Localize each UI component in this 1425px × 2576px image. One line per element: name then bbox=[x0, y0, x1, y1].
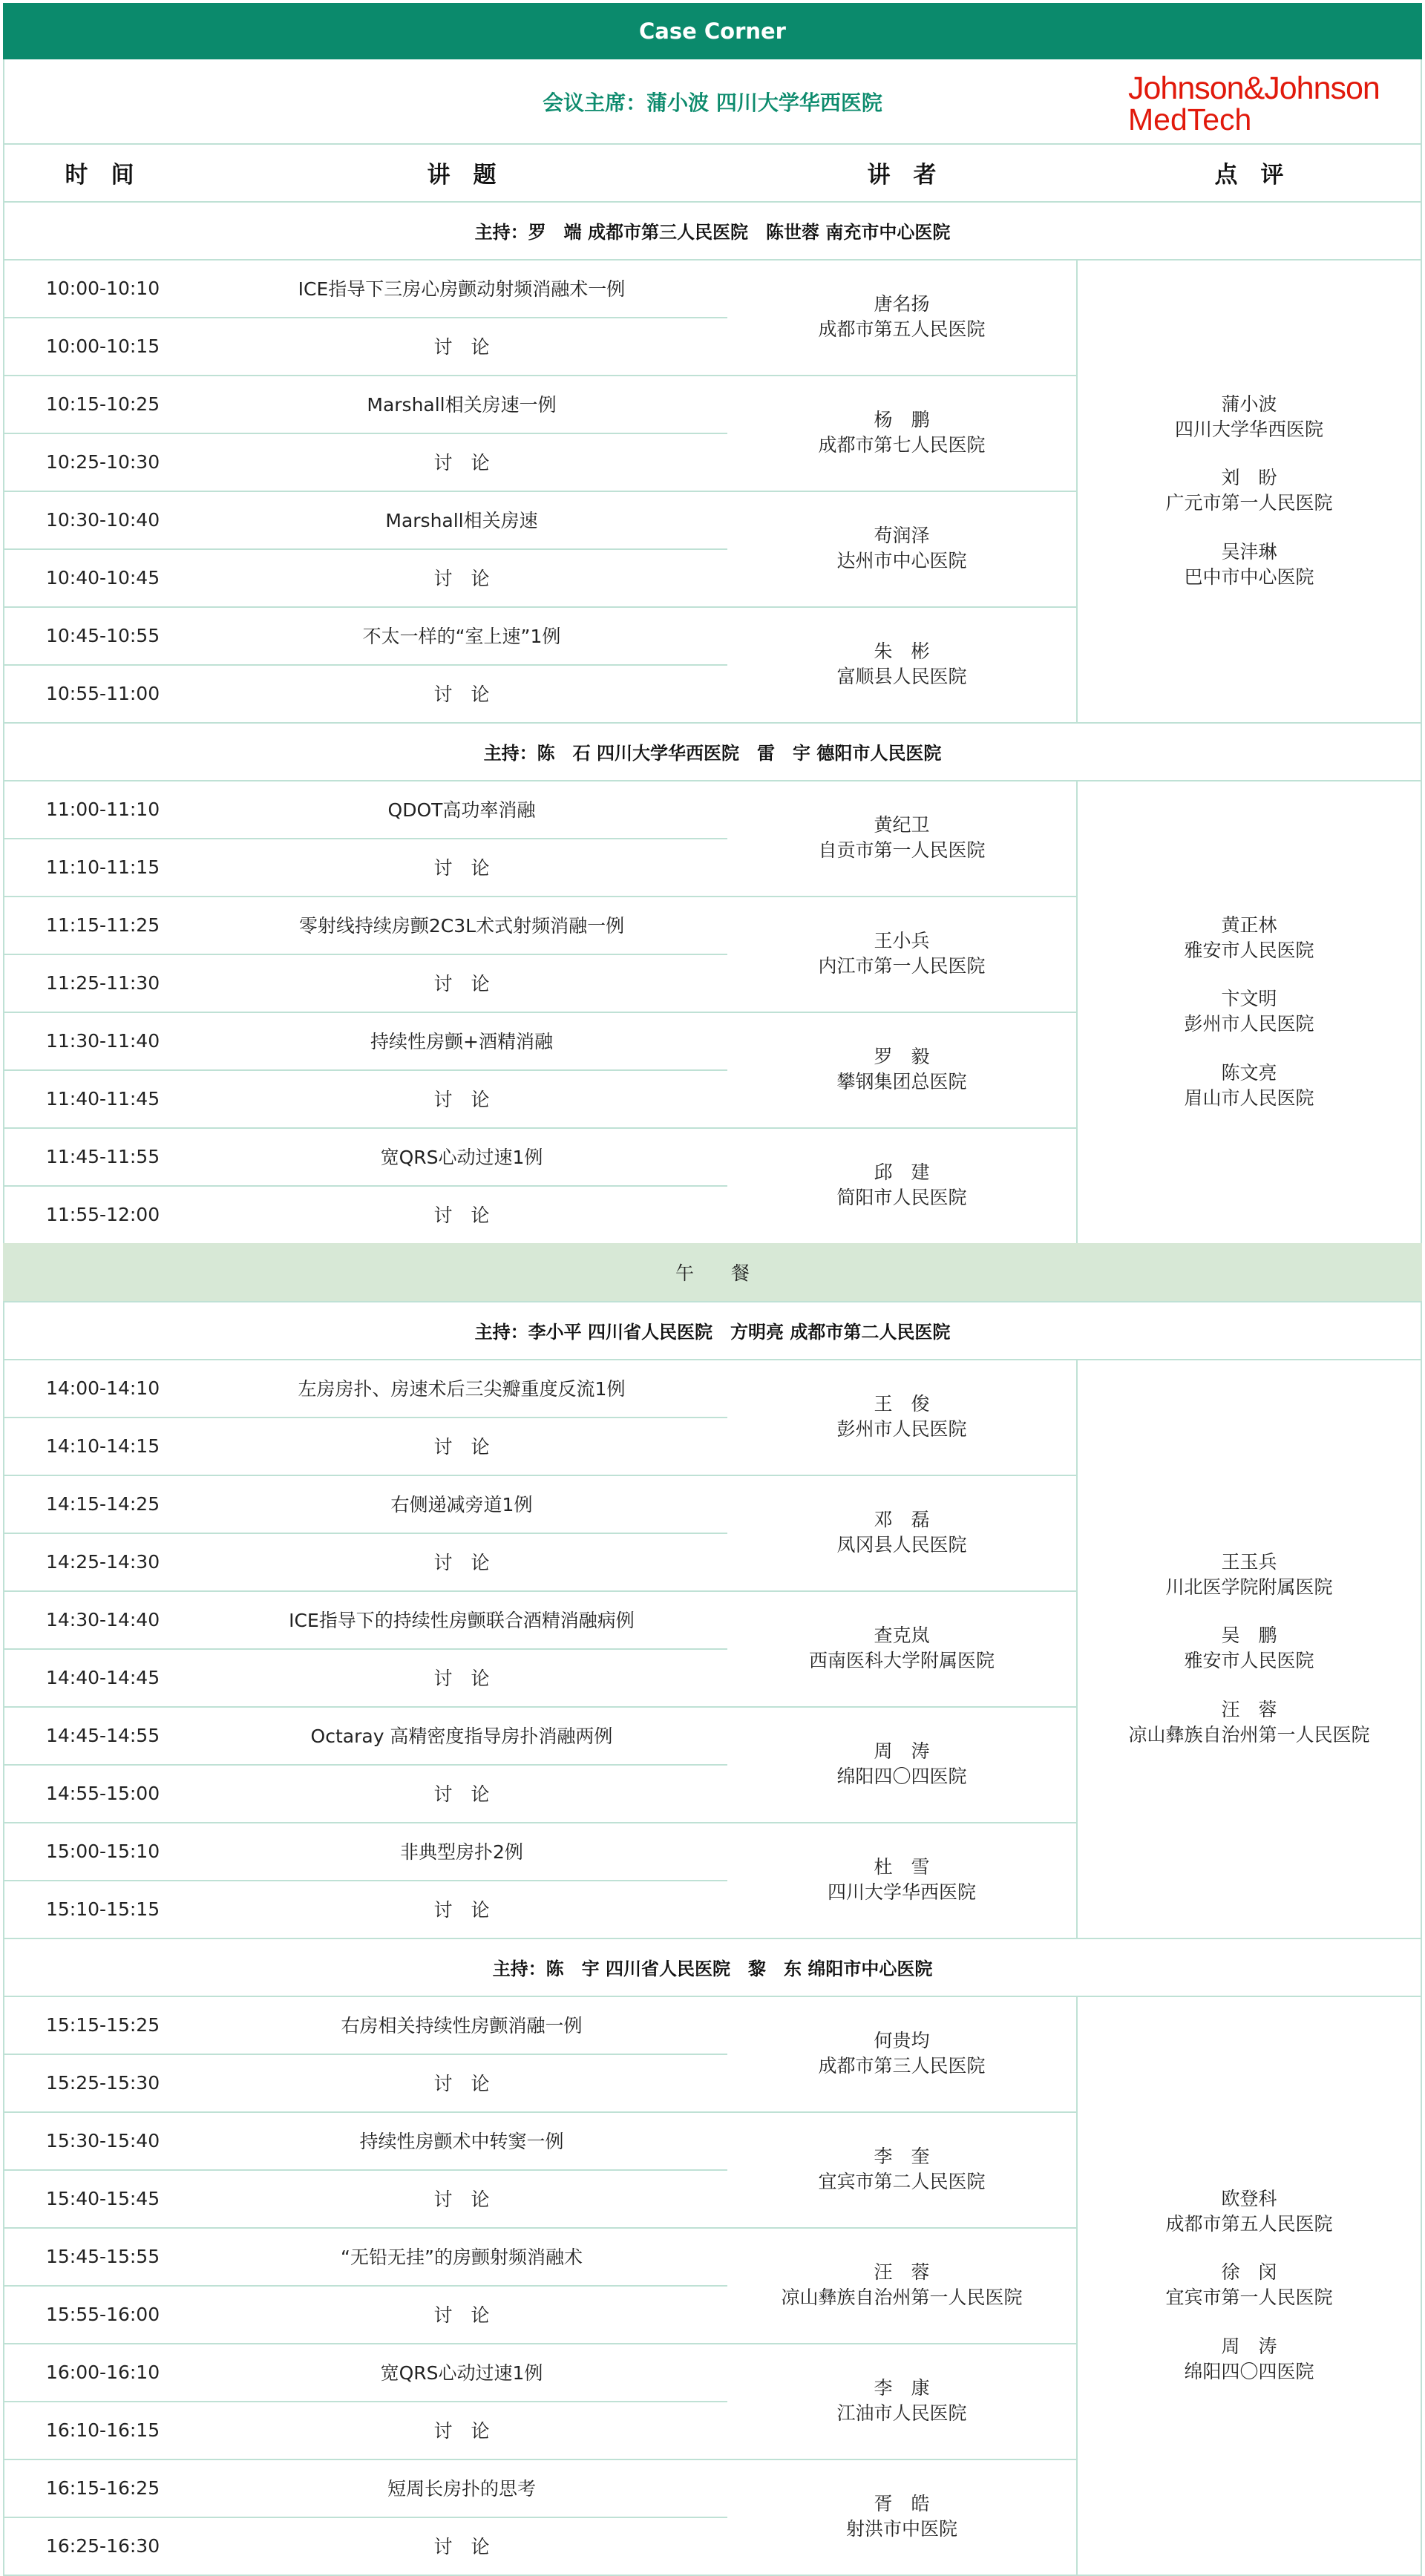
topic-cell: 讨 论 bbox=[433, 2073, 490, 2094]
topic-cell: 讨 论 bbox=[433, 857, 490, 879]
topic-cell: 持续性房颤术中转窦一例 bbox=[359, 2131, 564, 2152]
speaker-hospital: 宜宾市第二人民医院 bbox=[818, 2171, 986, 2192]
topic-cell: 宽QRS心动过速1例 bbox=[380, 2362, 543, 2384]
commentator-hospital: 宜宾市第一人民医院 bbox=[1165, 2287, 1333, 2308]
commentator-hospital: 川北医学院附属医院 bbox=[1165, 1576, 1333, 1598]
grid-line bbox=[1421, 59, 1422, 201]
topic-cell: 讨 论 bbox=[433, 1899, 490, 1921]
time-cell: 10:55-11:00 bbox=[46, 682, 160, 704]
topic-cell: 右房相关持续性房颤消融一例 bbox=[341, 2015, 583, 2036]
topic-cell: 讨 论 bbox=[433, 1089, 490, 1110]
session-host: 主持：陈 石 四川大学华西医院 雷 宇 德阳市人民医院 bbox=[483, 742, 942, 764]
topic-cell: 右侧递减旁道1例 bbox=[390, 1494, 533, 1515]
speaker-cell bbox=[727, 259, 1076, 375]
grid-line bbox=[3, 1938, 4, 1996]
speaker-name: 王 俊 bbox=[874, 1393, 930, 1415]
topic-cell: 讨 论 bbox=[433, 1205, 490, 1226]
speaker-cell bbox=[727, 491, 1076, 606]
topic-cell: ICE指导下的持续性房颤联合酒精消融病例 bbox=[289, 1610, 635, 1631]
time-cell: 11:55-12:00 bbox=[46, 1203, 160, 1225]
topic-cell: 讨 论 bbox=[433, 452, 490, 473]
session-host: 主持：罗 端 成都市第三人民医院 陈世蓉 南充市中心医院 bbox=[474, 221, 951, 243]
topic-cell: 讨 论 bbox=[433, 684, 490, 705]
grid-line bbox=[1421, 201, 1422, 259]
commentator-name: 蒲小波 bbox=[1221, 393, 1277, 415]
time-cell: 11:40-11:45 bbox=[46, 1087, 160, 1110]
grid-line bbox=[1076, 1996, 1078, 2575]
grid-line bbox=[3, 722, 4, 780]
time-cell: 11:10-11:15 bbox=[46, 856, 160, 878]
grid-line bbox=[1421, 780, 1422, 1243]
page-title: Case Corner bbox=[3, 3, 1422, 59]
grid-line bbox=[3, 201, 4, 259]
topic-cell: 持续性房颤+酒精消融 bbox=[370, 1031, 553, 1052]
commentator-name: 卞文明 bbox=[1221, 988, 1277, 1010]
time-cell: 15:00-15:10 bbox=[46, 1840, 160, 1862]
commentator-hospital: 成都市第五人民医院 bbox=[1165, 2212, 1333, 2235]
commentator-name: 周 涛 bbox=[1221, 2335, 1277, 2357]
time-cell: 15:40-15:45 bbox=[46, 2187, 160, 2209]
commentator-name: 汪 蓉 bbox=[1221, 1698, 1277, 1720]
speaker-cell bbox=[727, 1127, 1076, 1243]
speaker-hospital: 彭州市人民医院 bbox=[836, 1418, 967, 1440]
column-header-time: 时 间 bbox=[65, 161, 134, 189]
logo-line-1: Johnson&Johnson bbox=[1128, 71, 1380, 106]
speaker-hospital: 四川大学华西医院 bbox=[827, 1881, 976, 1903]
commentator-cell bbox=[1076, 1359, 1422, 1938]
speaker-hospital: 绵阳四〇四医院 bbox=[836, 1766, 967, 1787]
time-cell: 14:30-14:40 bbox=[46, 1608, 160, 1631]
topic-cell: 讨 论 bbox=[433, 1552, 490, 1573]
grid-line bbox=[3, 1301, 4, 1359]
grid-line bbox=[3, 780, 4, 1243]
topic-cell: 讨 论 bbox=[433, 1783, 490, 1805]
speaker-hospital: 富顺县人民医院 bbox=[836, 666, 967, 687]
topic-cell: 讨 论 bbox=[433, 568, 490, 589]
speaker-cell bbox=[727, 375, 1076, 491]
speaker-cell bbox=[727, 896, 1076, 1012]
speaker-name: 朱 彬 bbox=[874, 640, 930, 663]
topic-cell: 讨 论 bbox=[433, 336, 490, 358]
grid-line bbox=[3, 1996, 4, 2575]
topic-cell: ICE指导下三房心房颤动射频消融术一例 bbox=[298, 278, 626, 300]
topic-cell: QDOT高功率消融 bbox=[387, 799, 536, 821]
speaker-hospital: 内江市第一人民医院 bbox=[818, 955, 986, 977]
speaker-hospital: 攀钢集团总医院 bbox=[836, 1071, 967, 1092]
grid-line bbox=[1421, 1301, 1422, 1359]
speaker-cell bbox=[727, 606, 1076, 722]
speaker-cell bbox=[727, 1706, 1076, 1822]
commentator-name: 刘 盼 bbox=[1221, 467, 1277, 489]
commentator-hospital: 彭州市人民医院 bbox=[1184, 1013, 1314, 1035]
speaker-cell bbox=[727, 2227, 1076, 2343]
commentator-name: 黄正林 bbox=[1221, 914, 1277, 936]
topic-cell: 讨 论 bbox=[433, 2189, 490, 2210]
grid-line bbox=[3, 1359, 4, 1938]
time-cell: 10:40-10:45 bbox=[46, 566, 160, 589]
time-cell: 15:45-15:55 bbox=[46, 2245, 160, 2267]
lunch-break: 午 餐 bbox=[3, 1243, 1422, 1301]
time-cell: 14:00-14:10 bbox=[46, 1377, 160, 1399]
speaker-name: 邱 建 bbox=[874, 1161, 930, 1184]
commentator-hospital: 雅安市人民医院 bbox=[1184, 1650, 1314, 1671]
commentator-hospital: 雅安市人民医院 bbox=[1184, 939, 1314, 961]
speaker-name: 罗 毅 bbox=[874, 1046, 930, 1068]
grid-line bbox=[1421, 1359, 1422, 1938]
speaker-cell bbox=[727, 2343, 1076, 2459]
commentator-hospital: 眉山市人民医院 bbox=[1184, 1087, 1314, 1109]
time-cell: 10:15-10:25 bbox=[46, 393, 160, 415]
speaker-hospital: 射洪市中医院 bbox=[845, 2518, 957, 2540]
speaker-cell bbox=[727, 780, 1076, 896]
speaker-cell bbox=[727, 2459, 1076, 2575]
grid-line bbox=[1076, 780, 1078, 1243]
topic-cell: 短周长房扑的思考 bbox=[387, 2478, 536, 2500]
grid-line bbox=[1076, 259, 1078, 722]
time-cell: 11:25-11:30 bbox=[46, 971, 160, 994]
brand-logo bbox=[1128, 71, 1395, 137]
time-cell: 11:15-11:25 bbox=[46, 914, 160, 936]
topic-cell: 左房房扑、房速术后三尖瓣重度反流1例 bbox=[298, 1378, 626, 1400]
speaker-hospital: 成都市第七人民医院 bbox=[818, 434, 986, 456]
topic-cell: 讨 论 bbox=[433, 1436, 490, 1458]
grid-line bbox=[3, 259, 4, 722]
commentator-name: 吴沣琳 bbox=[1221, 540, 1277, 563]
time-cell: 16:25-16:30 bbox=[46, 2534, 160, 2557]
speaker-name: 李 奎 bbox=[874, 2146, 930, 2168]
commentator-cell bbox=[1076, 780, 1422, 1243]
grid-line bbox=[3, 59, 4, 201]
column-header-comment: 点 评 bbox=[1214, 161, 1284, 189]
commentator-name: 徐 闵 bbox=[1221, 2261, 1277, 2284]
time-cell: 15:10-15:15 bbox=[46, 1898, 160, 1920]
column-header-topic: 讲 题 bbox=[427, 161, 497, 189]
speaker-hospital: 江油市人民医院 bbox=[836, 2402, 967, 2424]
commentator-hospital: 四川大学华西医院 bbox=[1174, 418, 1323, 440]
session-host: 主持：陈 宇 四川省人民医院 黎 东 绵阳市中心医院 bbox=[492, 1958, 933, 1979]
grid-line bbox=[1421, 1996, 1422, 2575]
speaker-cell bbox=[727, 2111, 1076, 2227]
speaker-cell bbox=[727, 1822, 1076, 1938]
speaker-name: 唐名扬 bbox=[874, 293, 930, 315]
topic-cell: 讨 论 bbox=[433, 2536, 490, 2557]
commentator-name: 王玉兵 bbox=[1221, 1550, 1277, 1573]
speaker-name: 杜 雪 bbox=[874, 1856, 930, 1878]
column-header-speaker: 讲 者 bbox=[867, 161, 937, 189]
topic-cell: 讨 论 bbox=[433, 1668, 490, 1689]
speaker-cell bbox=[727, 1012, 1076, 1127]
speaker-name: 王小兵 bbox=[874, 930, 930, 952]
time-cell: 11:30-11:40 bbox=[46, 1029, 160, 1052]
topic-cell: 非典型房扑2例 bbox=[400, 1841, 523, 1863]
speaker-name: 周 涛 bbox=[874, 1740, 930, 1763]
grid-line bbox=[1421, 1938, 1422, 1996]
commentator-name: 吴 鹏 bbox=[1221, 1625, 1277, 1647]
time-cell: 15:15-15:25 bbox=[46, 2013, 160, 2036]
speaker-name: 汪 蓉 bbox=[874, 2261, 930, 2284]
speaker-name: 胥 皓 bbox=[874, 2493, 930, 2515]
commentator-name: 陈文亮 bbox=[1221, 1061, 1277, 1084]
topic-cell: 宽QRS心动过速1例 bbox=[380, 1147, 543, 1168]
speaker-hospital: 凉山彝族自治州第一人民医院 bbox=[781, 2287, 1023, 2308]
grid-line bbox=[1421, 722, 1422, 780]
grid-line bbox=[1076, 1359, 1078, 1938]
time-cell: 10:00-10:10 bbox=[46, 277, 160, 299]
session-host: 主持：李小平 四川省人民医院 方明亮 成都市第二人民医院 bbox=[474, 1321, 951, 1343]
speaker-hospital: 自贡市第一人民医院 bbox=[818, 839, 986, 861]
time-cell: 14:40-14:45 bbox=[46, 1666, 160, 1688]
speaker-name: 黄纪卫 bbox=[874, 814, 930, 836]
topic-cell: Marshall相关房速一例 bbox=[367, 394, 557, 416]
speaker-hospital: 简阳市人民医院 bbox=[836, 1187, 967, 1208]
time-cell: 14:25-14:30 bbox=[46, 1550, 160, 1573]
topic-cell: “无铅无挂”的房颤射频消融术 bbox=[341, 2246, 583, 2268]
logo-line-2: MedTech bbox=[1128, 102, 1252, 137]
speaker-cell bbox=[727, 1359, 1076, 1475]
time-cell: 15:25-15:30 bbox=[46, 2071, 160, 2094]
topic-cell: Marshall相关房速 bbox=[385, 510, 538, 531]
time-cell: 10:25-10:30 bbox=[46, 450, 160, 473]
topic-cell: 讨 论 bbox=[433, 2304, 490, 2326]
time-cell: 10:00-10:15 bbox=[46, 335, 160, 357]
speaker-name: 杨 鹏 bbox=[874, 409, 930, 431]
time-cell: 14:55-15:00 bbox=[46, 1782, 160, 1804]
time-cell: 16:15-16:25 bbox=[46, 2477, 160, 2499]
topic-cell: 讨 论 bbox=[433, 2420, 490, 2442]
speaker-name: 苟润泽 bbox=[874, 525, 930, 547]
speaker-hospital: 西南医科大学附属医院 bbox=[808, 1650, 995, 1671]
time-cell: 16:10-16:15 bbox=[46, 2419, 160, 2441]
speaker-name: 李 康 bbox=[874, 2377, 930, 2399]
commentator-cell bbox=[1076, 1996, 1422, 2575]
speaker-hospital: 达州市中心医院 bbox=[836, 550, 967, 571]
time-cell: 10:45-10:55 bbox=[46, 624, 160, 646]
speaker-name: 查克岚 bbox=[874, 1625, 930, 1647]
topic-cell: 讨 论 bbox=[433, 973, 490, 994]
time-cell: 15:55-16:00 bbox=[46, 2303, 160, 2325]
time-cell: 15:30-15:40 bbox=[46, 2129, 160, 2151]
speaker-hospital: 成都市第三人民医院 bbox=[818, 2055, 986, 2077]
conference-chair: 会议主席：蒲小波 四川大学华西医院 bbox=[543, 90, 882, 115]
time-cell: 11:45-11:55 bbox=[46, 1145, 160, 1167]
commentator-hospital: 绵阳四〇四医院 bbox=[1184, 2360, 1314, 2382]
commentator-hospital: 巴中市中心医院 bbox=[1184, 566, 1314, 588]
speaker-name: 邓 磊 bbox=[874, 1509, 930, 1531]
speaker-cell bbox=[727, 1590, 1076, 1706]
time-cell: 14:10-14:15 bbox=[46, 1435, 160, 1457]
commentator-cell bbox=[1076, 259, 1422, 722]
commentator-hospital: 广元市第一人民医院 bbox=[1165, 492, 1333, 514]
speaker-cell bbox=[727, 1996, 1076, 2111]
time-cell: 14:15-14:25 bbox=[46, 1492, 160, 1515]
commentator-name: 欧登科 bbox=[1221, 2187, 1277, 2209]
time-cell: 14:45-14:55 bbox=[46, 1724, 160, 1746]
topic-cell: 零射线持续房颤2C3L术式射频消融一例 bbox=[298, 915, 625, 937]
topic-cell: Octaray 高精密度指导房扑消融两例 bbox=[310, 1725, 613, 1747]
speaker-cell bbox=[727, 1475, 1076, 1590]
commentator-hospital: 凉山彝族自治州第一人民医院 bbox=[1128, 1723, 1370, 1746]
time-cell: 11:00-11:10 bbox=[46, 798, 160, 820]
speaker-hospital: 凤冈县人民医院 bbox=[836, 1534, 967, 1556]
topic-cell: 不太一样的“室上速”1例 bbox=[362, 626, 561, 647]
grid-line bbox=[1421, 259, 1422, 722]
speaker-name: 何贵均 bbox=[874, 2030, 930, 2052]
speaker-hospital: 成都市第五人民医院 bbox=[818, 318, 986, 340]
time-cell: 16:00-16:10 bbox=[46, 2361, 160, 2383]
time-cell: 10:30-10:40 bbox=[46, 508, 160, 531]
